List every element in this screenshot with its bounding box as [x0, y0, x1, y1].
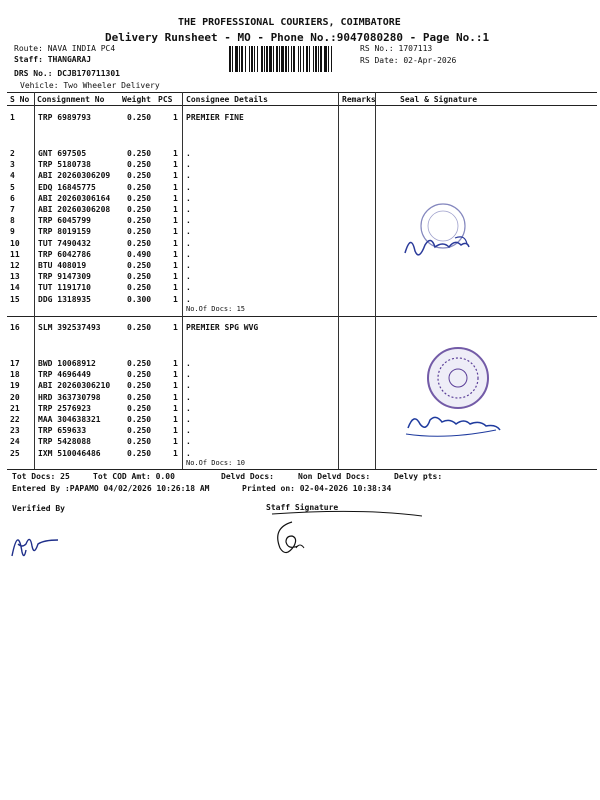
delivered-docs: Delvd Docs: — [221, 472, 274, 481]
row-pcs: 1 — [173, 448, 178, 458]
row-consignment: ABI 20260306209 — [38, 171, 111, 181]
header-pcs: PCS — [158, 95, 173, 104]
row-sno: 17 — [10, 359, 20, 368]
row-sno: 8 — [10, 216, 15, 226]
row-pcs: 1 — [173, 403, 178, 413]
row-sno: 5 — [10, 182, 15, 192]
table-top-border — [7, 92, 597, 93]
row-mark: . — [186, 359, 191, 368]
row-consignment: HRD 363730798 — [38, 392, 101, 402]
row-mark: . — [186, 193, 191, 203]
row-sno: 15 — [10, 294, 20, 304]
row-pcs: 1 — [173, 294, 178, 304]
row-mark: . — [186, 437, 191, 447]
row-pcs: 1 — [173, 392, 178, 402]
barcode-bar — [245, 46, 246, 72]
row-sno: 10 — [10, 238, 20, 248]
row-consignment: DDG 1318935 — [38, 294, 91, 304]
row-sno: 7 — [10, 205, 15, 214]
row-mark: . — [186, 426, 191, 436]
row-mark: . — [186, 261, 191, 270]
row-weight: 0.250 — [127, 149, 152, 158]
row-sno: 6 — [10, 193, 15, 203]
barcode-bar — [306, 46, 308, 72]
barcode-bar — [315, 46, 317, 72]
row-mark: . — [186, 227, 191, 237]
row-sno: 20 — [10, 392, 20, 402]
verified-by-label: Verified By — [12, 504, 65, 513]
barcode-bar — [324, 46, 327, 72]
row-mark: . — [186, 238, 191, 248]
barcode-bar — [276, 46, 278, 72]
row-weight: 0.250 — [127, 171, 152, 181]
row-sno: 9 — [10, 227, 15, 237]
row-consignment: EDQ 16845775 — [38, 182, 96, 192]
row-pcs: 1 — [173, 193, 178, 203]
barcode-bar — [261, 46, 263, 72]
header-seal: Seal & Signature — [400, 95, 478, 104]
row-weight: 0.250 — [127, 182, 152, 192]
barcode-bar — [257, 46, 258, 72]
rs-number: RS No.: 1707113 — [360, 44, 433, 53]
table-bottom-border — [7, 469, 597, 470]
barcode-bar — [266, 46, 268, 72]
row-mark: . — [186, 249, 191, 259]
row-pcs: 1 — [173, 323, 178, 332]
company-title: THE PROFESSIONAL COURIERS, COIMBATORE — [178, 17, 401, 28]
row-consignment: BTU 408019 — [38, 261, 87, 270]
row-mark: . — [186, 205, 191, 214]
row-consignment: SLM 392537493 — [38, 323, 101, 332]
barcode-bar — [229, 46, 231, 72]
row-pcs: 1 — [173, 249, 178, 259]
row-consignment: TRP 659633 — [38, 426, 87, 436]
row-sno: 12 — [10, 261, 20, 270]
row-mark: . — [186, 149, 191, 158]
total-cod: Tot COD Amt: 0.00 — [93, 472, 175, 481]
row-consignment: TRP 6045799 — [38, 216, 91, 226]
row-mark: . — [186, 182, 191, 192]
delivery-points: Delvy pts: — [394, 472, 443, 481]
staff-signature — [262, 504, 422, 564]
row-consignment: TRP 6042786 — [38, 249, 91, 259]
row-pcs: 1 — [173, 426, 178, 436]
header-consignee: Consignee Details — [186, 95, 268, 104]
row-pcs: 1 — [173, 359, 178, 368]
header-consignment: Consignment No — [37, 95, 105, 104]
barcode-bar — [309, 46, 310, 72]
consignee-name: PREMIER FINE — [186, 113, 244, 122]
header-remarks: Remarks — [342, 95, 376, 104]
row-consignment: TRP 2576923 — [38, 403, 91, 413]
col-divider — [375, 92, 376, 469]
row-sno: 23 — [10, 426, 20, 436]
row-pcs: 1 — [173, 171, 178, 181]
consignee-name: PREMIER SPG WVG — [186, 323, 259, 332]
header-weight: Weight — [122, 95, 151, 104]
row-weight: 0.490 — [127, 249, 152, 259]
row-mark: . — [186, 160, 191, 170]
row-pcs: 1 — [173, 415, 178, 424]
row-sno: 22 — [10, 415, 20, 424]
row-sno: 2 — [10, 149, 15, 158]
row-consignment: ABI 20260306164 — [38, 193, 111, 203]
row-mark: . — [186, 415, 191, 424]
col-divider — [182, 92, 183, 469]
row-sno: 4 — [10, 171, 15, 181]
row-weight: 0.250 — [127, 113, 152, 122]
row-pcs: 1 — [173, 160, 178, 170]
row-pcs: 1 — [173, 216, 178, 226]
row-weight: 0.250 — [127, 448, 152, 458]
barcode-bar — [300, 46, 301, 72]
row-sno: 3 — [10, 160, 15, 170]
row-weight: 0.250 — [127, 227, 152, 237]
row-sno: 21 — [10, 403, 20, 413]
barcode-bar — [279, 46, 280, 72]
row-mark: . — [186, 370, 191, 380]
barcode-bar — [239, 46, 240, 72]
row-consignment: ABI 20260306208 — [38, 205, 111, 214]
vehicle-label: Vehicle: Two Wheeler Delivery — [20, 81, 160, 90]
row-consignment: IXM 510046486 — [38, 448, 101, 458]
row-weight: 0.250 — [127, 381, 152, 391]
stamp-1 — [395, 198, 555, 278]
drs-number: DRS No.: DCJB170711301 — [14, 69, 120, 78]
row-weight: 0.250 — [127, 323, 152, 332]
runsheet-title: Delivery Runsheet - MO - Phone No.:9047080280 - Page No.:1 — [105, 31, 490, 44]
barcode-bar — [254, 46, 255, 72]
barcode-bar — [269, 46, 272, 72]
barcode-bar — [298, 46, 299, 72]
staff-signature-label: Staff Signature — [266, 503, 339, 512]
row-mark: . — [186, 272, 191, 282]
row-consignment: GNT 697505 — [38, 149, 87, 158]
barcode-bar — [328, 46, 329, 72]
row-weight: 0.300 — [127, 294, 152, 304]
row-weight: 0.250 — [127, 272, 152, 282]
row-consignment: TRP 8019159 — [38, 227, 91, 237]
col-divider — [338, 92, 339, 469]
barcode-bar — [293, 46, 295, 72]
row-mark: . — [186, 448, 191, 458]
row-consignment: TRP 9147309 — [38, 272, 91, 282]
barcode-bar — [273, 46, 274, 72]
row-sno: 14 — [10, 283, 20, 293]
row-pcs: 1 — [173, 182, 178, 192]
group-divider — [7, 316, 597, 317]
row-mark: . — [186, 403, 191, 413]
barcode-bar — [303, 46, 304, 72]
row-weight: 0.250 — [127, 415, 152, 424]
table-header-border — [7, 105, 597, 106]
barcode — [229, 46, 357, 72]
row-weight: 0.250 — [127, 437, 152, 447]
row-mark: . — [186, 392, 191, 402]
row-pcs: 1 — [173, 238, 178, 248]
row-pcs: 1 — [173, 205, 178, 214]
row-weight: 0.250 — [127, 283, 152, 293]
barcode-bar — [264, 46, 265, 72]
row-mark: . — [186, 294, 191, 304]
row-pcs: 1 — [173, 283, 178, 293]
row-consignment: TRP 5180738 — [38, 160, 91, 170]
barcode-bar — [291, 46, 292, 72]
row-mark: . — [186, 283, 191, 293]
barcode-bar — [318, 46, 319, 72]
row-consignment: MAA 304638321 — [38, 415, 101, 424]
header-sno: S No — [10, 95, 30, 104]
barcode-bar — [313, 46, 314, 72]
barcode-bar — [285, 46, 287, 72]
barcode-bar — [251, 46, 253, 72]
row-consignment: TUT 7490432 — [38, 238, 91, 248]
row-weight: 0.250 — [127, 359, 152, 368]
row-weight: 0.250 — [127, 392, 152, 402]
non-delivered-docs: Non Delvd Docs: — [298, 472, 371, 481]
staff-label: Staff: THANGARAJ — [14, 55, 92, 64]
barcode-bar — [320, 46, 322, 72]
barcode-bar — [241, 46, 243, 72]
row-consignment: ABI 20260306210 — [38, 381, 111, 391]
row-sno: 13 — [10, 272, 20, 282]
row-sno: 19 — [10, 381, 20, 391]
col-divider — [34, 92, 35, 469]
stamp-2 — [400, 340, 570, 450]
row-consignment: BWD 10068912 — [38, 359, 96, 368]
barcode-bar — [232, 46, 233, 72]
docs-count: No.Of Docs: 15 — [186, 304, 246, 313]
row-consignment: TRP 5428088 — [38, 437, 91, 447]
row-weight: 0.250 — [127, 193, 152, 203]
row-weight: 0.250 — [127, 403, 152, 413]
row-pcs: 1 — [173, 437, 178, 447]
row-pcs: 1 — [173, 370, 178, 380]
row-consignment: TUT 1191710 — [38, 283, 91, 293]
row-weight: 0.250 — [127, 426, 152, 436]
row-pcs: 1 — [173, 261, 178, 270]
row-weight: 0.250 — [127, 261, 152, 270]
row-pcs: 1 — [173, 381, 178, 391]
row-pcs: 1 — [173, 149, 178, 158]
route-label: Route: NAVA INDIA PC4 — [14, 44, 116, 53]
row-weight: 0.250 — [127, 160, 152, 170]
row-mark: . — [186, 171, 191, 181]
barcode-bar — [249, 46, 250, 72]
row-weight: 0.250 — [127, 370, 152, 380]
row-sno: 25 — [10, 448, 20, 458]
docs-count: No.Of Docs: 10 — [186, 458, 246, 467]
row-consignment: TRP 6989793 — [38, 113, 91, 122]
row-pcs: 1 — [173, 227, 178, 237]
row-sno: 1 — [10, 113, 15, 122]
rs-date: RS Date: 02-Apr-2026 — [360, 56, 457, 65]
barcode-bar — [288, 46, 289, 72]
row-sno: 11 — [10, 249, 20, 259]
row-sno: 18 — [10, 370, 20, 380]
row-weight: 0.250 — [127, 216, 152, 226]
barcode-bar — [235, 46, 238, 72]
row-consignment: TRP 4696449 — [38, 370, 91, 380]
row-sno: 16 — [10, 323, 20, 332]
row-sno: 24 — [10, 437, 20, 447]
row-weight: 0.250 — [127, 238, 152, 248]
barcode-bar — [331, 46, 332, 72]
row-mark: . — [186, 381, 191, 391]
verified-signature — [6, 516, 86, 566]
row-weight: 0.250 — [127, 205, 152, 214]
barcode-bar — [281, 46, 284, 72]
row-pcs: 1 — [173, 113, 178, 122]
printed-on: Printed on: 02-04-2026 10:38:34 — [242, 484, 392, 493]
row-pcs: 1 — [173, 272, 178, 282]
row-mark: . — [186, 216, 191, 226]
entered-by: Entered By :PAPAMO 04/02/2026 10:26:18 AM — [12, 484, 210, 493]
total-docs: Tot Docs: 25 — [12, 472, 70, 481]
